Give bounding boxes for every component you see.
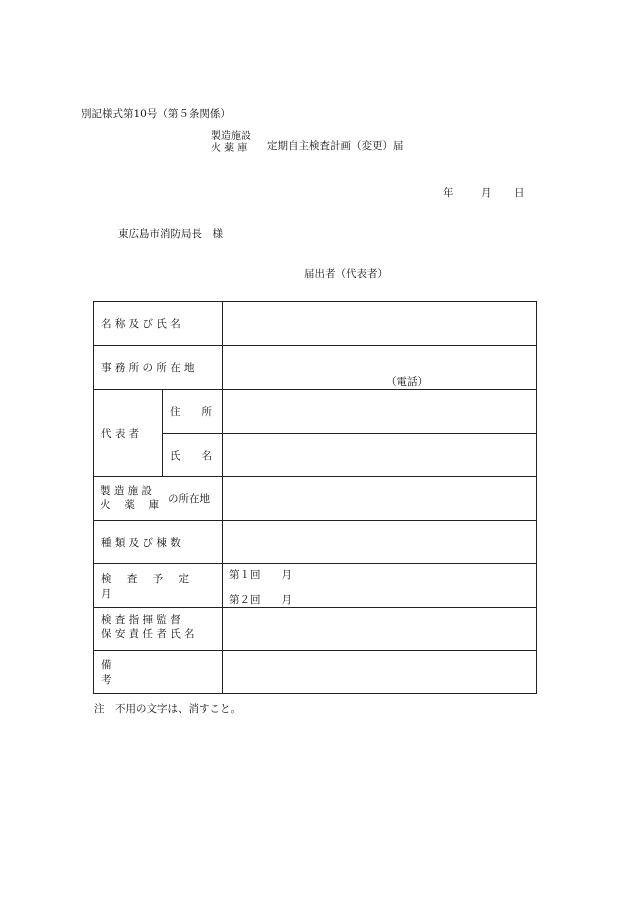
- rep-name-label: 氏 名: [170, 449, 212, 462]
- name-field[interactable]: [223, 302, 536, 345]
- rep-address-field[interactable]: [223, 390, 536, 433]
- remarks-label: 備 考: [101, 659, 194, 686]
- supervisor-field[interactable]: [223, 608, 536, 650]
- title-main: 定期自主検査計画（変更）届: [267, 140, 404, 152]
- facility-option-facility: 製 造 施 設: [100, 485, 153, 497]
- office-field[interactable]: [223, 346, 536, 389]
- supervisor-label-line2: 保 安 責 任 者 氏 名: [101, 628, 195, 640]
- office-label: 事 務 所 の 所 在 地: [101, 362, 195, 374]
- rep-address-label: 住 所: [170, 406, 212, 418]
- kind-count-label: 種 類 及 び 棟 数: [101, 536, 181, 549]
- inspection-first[interactable]: 第１回 月: [229, 569, 292, 581]
- title-option-stack: [211, 131, 251, 155]
- date-year: 年: [443, 187, 454, 199]
- form-number: 別記様式第10号（第５条関係）: [81, 108, 231, 120]
- remarks-field[interactable]: [223, 651, 536, 693]
- facility-option-magazine: 火 薬 庫: [100, 499, 160, 511]
- date-day: 日: [514, 187, 525, 199]
- title-option-facility: 製造施設: [211, 131, 251, 142]
- footnote: 注 不用の文字は、消すこと。: [94, 703, 241, 715]
- name-label: 名 称 及 び 氏 名: [101, 318, 181, 330]
- office-phone-label: （電話）: [386, 376, 428, 388]
- representative-label: 代 表 者: [101, 427, 140, 440]
- supervisor-label: [101, 613, 219, 641]
- facility-location-suffix: の所在地: [168, 493, 210, 505]
- form-table: [93, 301, 537, 694]
- inspection-month-label: 検 査 予 定 月: [101, 572, 196, 600]
- column-divider: [162, 389, 163, 476]
- submitter-label: 届出者（代表者）: [304, 268, 388, 280]
- facility-option-stack: [100, 484, 160, 512]
- facility-location-field[interactable]: [223, 477, 536, 520]
- kind-count-field[interactable]: [223, 521, 536, 563]
- date-month: 月: [481, 187, 492, 199]
- title-option-magazine: 火 薬 庫: [211, 143, 248, 154]
- rep-name-field[interactable]: [223, 434, 536, 476]
- inspection-second[interactable]: 第２回 月: [229, 594, 292, 606]
- addressee: 東広島市消防局長 様: [118, 228, 223, 240]
- supervisor-label-line1: 検 査 指 揮 監 督: [101, 614, 181, 626]
